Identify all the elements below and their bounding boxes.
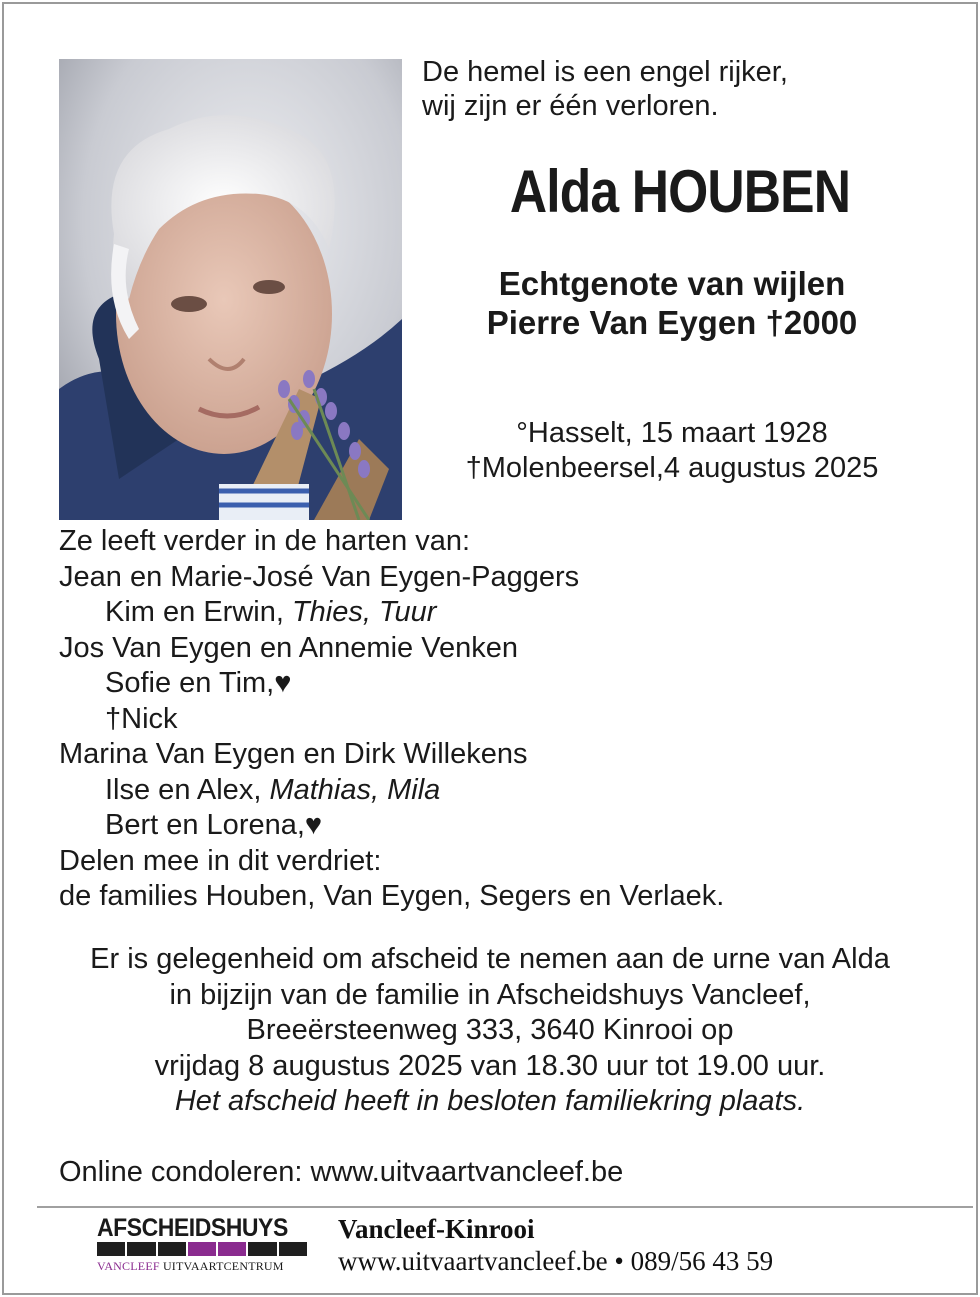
family-names: Ilse en Alex, [105,773,270,806]
farewell-line: in bijzijn van de familie in Afscheidshuys Vancleef, [169,978,811,1011]
logo-bar [127,1242,155,1256]
family-line: Sofie en Tim,♥ [105,667,292,699]
family-line: de families Houben, Van Eygen, Segers en Verlaek. [59,880,725,912]
family-line [59,595,939,631]
logo-sub-right: UITVAARTCENTRUM [162,1259,284,1273]
online-condolences: Online condoleren: www.uitvaartvancleef.be [59,1156,624,1188]
logo-bar [248,1242,276,1256]
afscheidshuys-logo [97,1215,307,1275]
family-line: Marina Van Eygen en Dirk Willekens [59,738,528,770]
logo-subtitle [97,1259,307,1274]
logo-sub-left: VANCLEEF [97,1259,160,1273]
quote-line-2: wij zijn er één verloren. [422,90,719,122]
logo-bar-accent [188,1242,216,1256]
footer-contact [338,1213,773,1277]
deceased-name: Alda HOUBEN [509,158,851,225]
grandchildren-names: Thies, Tuur [291,596,437,628]
logo-bar-accent [218,1242,246,1256]
quote-line-1: De hemel is een engel rijker, [422,56,788,88]
portrait-photo [59,59,402,520]
spouse-block [400,264,944,342]
logo-bars [97,1242,307,1256]
logo-bar [97,1242,125,1256]
family-names: Kim en Erwin, [105,596,292,628]
family-intro: Ze leeft verder in de harten van: [59,525,471,557]
family-line: Jos Van Eygen en Annemie Venken [59,631,518,664]
family-list [59,524,939,915]
logo-brand: AFSCHEIDSHUYS [97,1214,288,1242]
birth-date: °Hasselt, 15 maart 1928 [516,417,828,449]
opening-quote [422,55,942,123]
footer-place: Vancleef-Kinrooi [338,1214,535,1244]
family-line: Jean en Marie-José Van Eygen-Paggers [59,560,580,593]
farewell-line: Breeërsteenweg 333, 3640 Kinrooi op [246,1014,734,1046]
logo-bar [158,1242,186,1256]
family-line [59,773,939,809]
family-line: Bert en Lorena,♥ [105,809,323,841]
dates-block [400,416,944,486]
grandchildren-names: Mathias, Mila [269,773,441,806]
family-line: Delen mee in dit verdriet: [59,844,382,877]
farewell-info [40,942,940,1120]
farewell-line: vrijdag 8 augustus 2025 van 18.30 uur tot 19.00 uur. [154,1049,826,1082]
footer-contact-line: www.uitvaartvancleef.be • 089/56 43 59 [338,1246,774,1276]
divider [37,1206,973,1208]
farewell-line: Er is gelegenheid om afscheid te nemen aan de urne van Alda [90,943,890,975]
logo-bar [279,1242,307,1256]
death-date: †Molenbeersel,4 augustus 2025 [465,452,879,484]
family-line: †Nick [105,702,178,735]
spouse-line-1: Echtgenote van wijlen [498,265,846,302]
spouse-line-2: Pierre Van Eygen †2000 [486,304,858,341]
farewell-line: Het afscheid heeft in besloten familiekring plaats. [174,1085,806,1117]
